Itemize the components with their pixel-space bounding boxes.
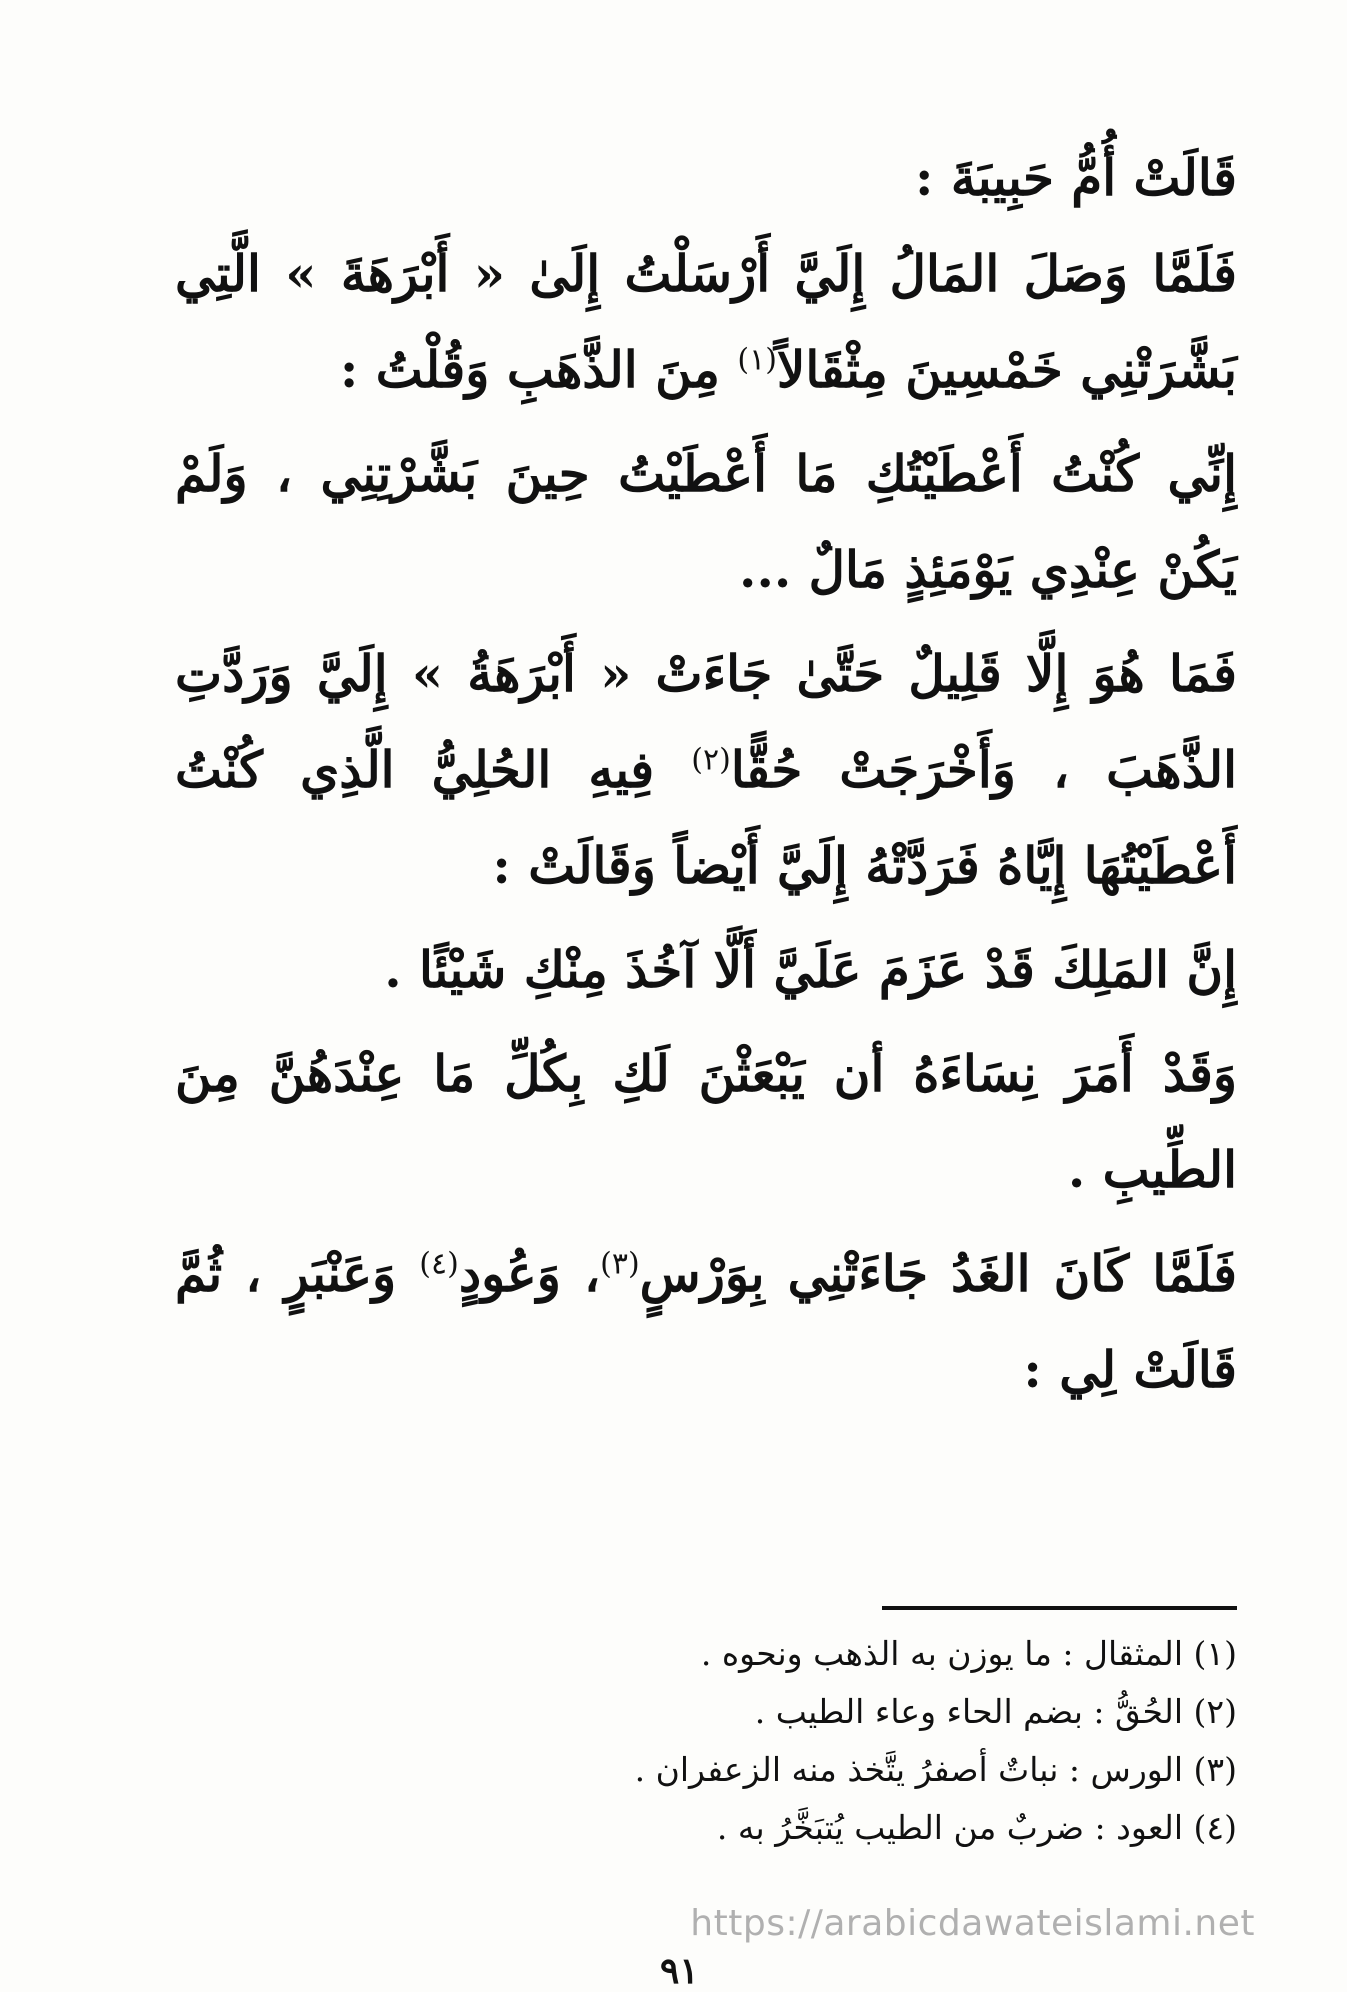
- footnote-3: (٣) الورس : نباتٌ أصفرُ يتَّخذ منه الزعفران .: [634, 1750, 1237, 1789]
- watermark-url: https://arabicdawateislami.net: [690, 1903, 1255, 1944]
- paragraph-5: إِنَّ المَلِكَ قَدْ عَزَمَ عَلَيَّ أَلَّا آخُذَ مِنْكِ شَيْئًا .: [384, 940, 1237, 999]
- paragraph-6: وَقَدْ أَمَرَ نِسَاءَهُ أن يَبْعَثْنَ لَكِ بِكُلِّ مَا عِنْدَهُنَّ مِنَ الطِّيبِ .: [175, 1044, 1237, 1199]
- paragraph-2: فَلَمَّا وَصَلَ المَالُ إِلَيَّ أَرْسَلْتُ إِلَىٰ « أَبْرَهَةَ » الَّتِي بَشَّرَتْنِي خَمْسِينَ مِثْقَالاً$^{(١)}$ مِنَ الذَّهَبِ وَقُلْتُ :: [175, 244, 1237, 399]
- footnotes: [300, 1625, 1237, 1857]
- footnote-ref-2: (٢): [691, 742, 731, 778]
- footnote-ref-1: (١): [737, 342, 777, 378]
- paragraph-3: إِنِّي كُنْتُ أَعْطَيْتُكِ مَا أَعْطَيْتُ حِينَ بَشَّرْتِنِي ، وَلَمْ يَكُنْ عِنْدِي يَوْمَئِذٍ مَالٌ ...: [175, 444, 1237, 599]
- footnote-ref-4: (٤): [419, 1246, 459, 1282]
- footnote-4: (٤) العود : ضربٌ من الطيب يُتبَخَّرُ به .: [716, 1808, 1237, 1847]
- paragraph-4: فَمَا هُوَ إِلَّا قَلِيلٌ حَتَّىٰ جَاءَتْ « أَبْرَهَةُ » إِلَيَّ وَرَدَّتِ الذَّهَبَ ، وَأَخْرَجَتْ حُقًّا$^{(٢)}$ فِيهِ الحُلِيُّ الَّذِي كُنْتُ أَعْطَيْتُهَا إِيَّاهُ فَرَدَّتْهُ إِلَيَّ أَيْضاً وَقَالَتْ :: [175, 644, 1237, 895]
- page-number: ٩١: [660, 1950, 699, 1992]
- footnote-1: (١) المثقال : ما يوزن به الذهب ونحوه .: [700, 1634, 1237, 1673]
- footnote-2: (٢) الحُقُّ : بضم الحاء وعاء الطيب .: [754, 1692, 1237, 1731]
- footnote-divider: [882, 1606, 1237, 1610]
- footnote-ref-3: (٣): [600, 1246, 640, 1282]
- paragraph-7: فَلَمَّا كَانَ الغَدُ جَاءَتْنِي بِوَرْسٍ$^{(٣)}$، وَعُودٍ$^{(٤)}$ وَعَنْبَرٍ ، ثُمَّ قَالَتْ لِي :: [175, 1244, 1238, 1399]
- main-text: [175, 130, 1237, 1426]
- paragraph-1: قَالَتْ أُمُّ حَبِيبَةَ :: [915, 148, 1237, 207]
